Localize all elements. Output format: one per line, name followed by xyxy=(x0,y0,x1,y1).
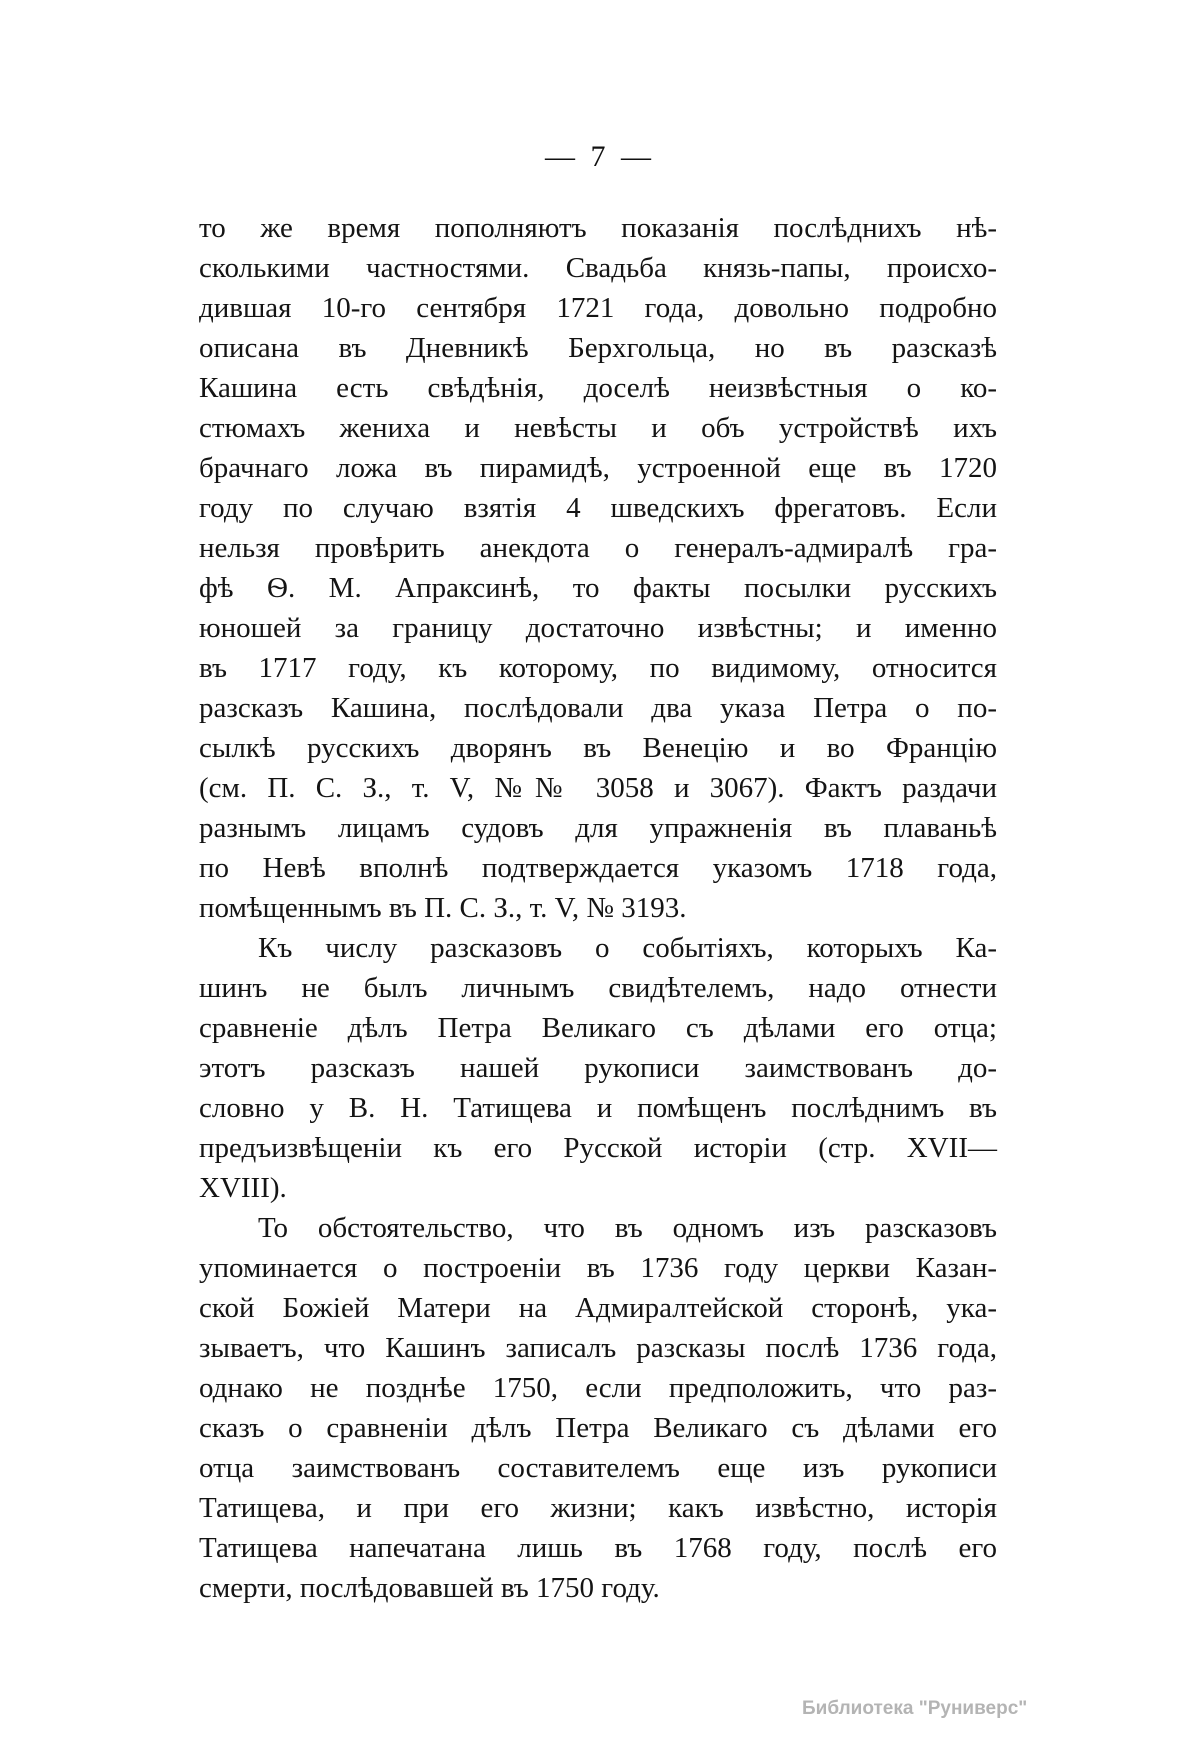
text-line: Татищева, и при его жизни; какъ извѣстно, исторія xyxy=(199,1492,997,1524)
text-line: разсказъ Кашина, послѣдовали два указа Петра о по- xyxy=(199,692,997,724)
paragraph xyxy=(199,1208,997,1608)
text-line: ской Божіей Матери на Адмиралтейской сторонѣ, ука- xyxy=(199,1292,997,1324)
text-line: стюмахъ жениха и невѣсты и объ устройствѣ ихъ xyxy=(199,412,997,444)
text-line: брачнаго ложа въ пирамидѣ, устроенной еще въ 1720 xyxy=(199,452,997,484)
text-line: нельзя провѣрить анекдота о генералъ-адмиралѣ гра- xyxy=(199,532,997,564)
text-line: году по случаю взятія 4 шведскихъ фрегатовъ. Если xyxy=(199,492,997,524)
text-line: шинъ не былъ личнымъ свидѣтелемъ, надо отнести xyxy=(199,972,997,1004)
text-line: описана въ Дневникѣ Берхгольца, но въ разсказѣ xyxy=(199,332,997,364)
text-line: сколькими частностями. Свадьба князь-папы, происхо- xyxy=(199,252,997,284)
page-number: — 7 — xyxy=(545,140,655,173)
text-line: Татищева напечатана лишь въ 1768 году, послѣ его xyxy=(199,1532,997,1564)
text-line: предъизвѣщеніи къ его Русской исторіи (стр. XVII— xyxy=(199,1132,997,1164)
text-line: То обстоятельство, что въ одномъ изъ разсказовъ xyxy=(258,1212,997,1244)
text-line: сказъ о сравненіи дѣлъ Петра Великаго съ дѣлами его xyxy=(199,1412,997,1444)
text-line: этотъ разсказъ нашей рукописи заимствованъ до- xyxy=(199,1052,997,1084)
text-line: XVIII). xyxy=(199,1172,287,1204)
text-line: дившая 10-го сентября 1721 года, довольно подробно xyxy=(199,292,997,324)
text-line: сравненіе дѣлъ Петра Великаго съ дѣлами его отца; xyxy=(199,1012,997,1044)
text-line: однако не позднѣе 1750, если предположить, что раз- xyxy=(199,1372,997,1404)
library-watermark: Библиотека "Руниверс" xyxy=(802,1698,1028,1719)
text-line: въ 1717 году, къ которому, по видимому, относится xyxy=(199,652,997,684)
text-line: юношей за границу достаточно извѣстны; и именно xyxy=(199,612,997,644)
text-line: упоминается о построеніи въ 1736 году церкви Казан- xyxy=(199,1252,997,1284)
text-line: отца заимствованъ составителемъ еще изъ рукописи xyxy=(199,1452,997,1484)
text-line: фѣ Ѳ. М. Апраксинѣ, то факты посылки русскихъ xyxy=(199,572,997,604)
text-line: Къ числу разсказовъ о событіяхъ, которыхъ Ка- xyxy=(258,932,997,964)
paragraph xyxy=(199,928,997,1208)
text-line: помѣщеннымъ въ П. С. З., т. V, № 3193. xyxy=(199,892,687,924)
text-line: (см. П. С. З., т. V, №№ 3058 и 3067). Фактъ раздачи xyxy=(199,772,997,804)
text-line: разнымъ лицамъ судовъ для упражненія въ плаваньѣ xyxy=(199,812,997,844)
text-line: по Невѣ вполнѣ подтверждается указомъ 1718 года, xyxy=(199,852,997,884)
text-line: то же время пополняютъ показанія послѣднихъ нѣ- xyxy=(199,212,997,244)
text-line: зываетъ, что Кашинъ записалъ разсказы послѣ 1736 года, xyxy=(199,1332,997,1364)
text-line: сылкѣ русскихъ дворянъ въ Венецію и во Францію xyxy=(199,732,997,764)
text-line: Кашина есть свѣдѣнія, доселѣ неизвѣстныя о ко- xyxy=(199,372,997,404)
text-line: смерти, послѣдовавшей въ 1750 году. xyxy=(199,1572,660,1604)
text-line: словно у В. Н. Татищева и помѣщенъ послѣднимъ въ xyxy=(199,1092,997,1124)
paragraph xyxy=(199,208,997,928)
body-text xyxy=(199,208,997,1608)
